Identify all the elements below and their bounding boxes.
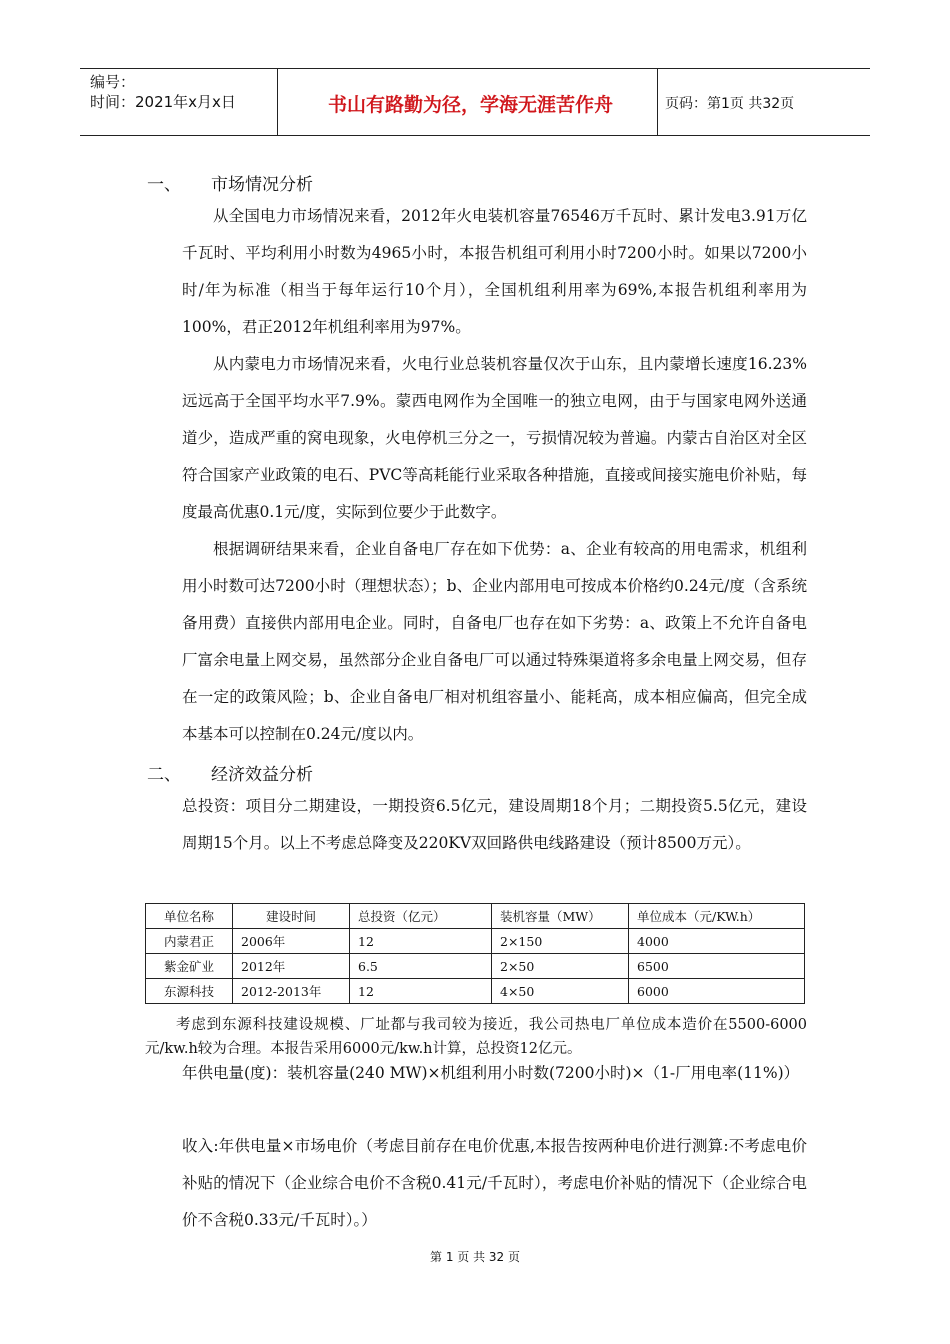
section-title: 市场情况分析 xyxy=(211,175,313,195)
header-page-number: 页码：第1页 共32页 xyxy=(665,96,795,112)
table-cell: 12 xyxy=(350,929,492,954)
table-cell: 2012-2013年 xyxy=(233,979,350,1004)
section-heading-1 xyxy=(147,170,313,195)
document-date: 时间：2021年x月x日 xyxy=(90,93,236,111)
header-bottom-rule xyxy=(80,135,870,136)
section-heading-2 xyxy=(147,760,313,785)
table-cell: 2006年 xyxy=(233,929,350,954)
header-top-rule xyxy=(80,68,870,69)
table-cell: 2012年 xyxy=(233,954,350,979)
table-header-cell: 建设时间 xyxy=(233,904,350,929)
page-footer: 第 1 页 共 32 页 xyxy=(430,1250,520,1264)
table-cell: 6.5 xyxy=(350,954,492,979)
paragraph-unit-cost-note: 考虑到东源科技建设规模、厂址都与我司较为接近，我公司热电厂单位成本造价在5500-6000元/kw.h较为合理。本报告采用6000元/kw.h计算，总投资12亿元。 xyxy=(145,1017,807,1057)
table-cell: 2×150 xyxy=(492,929,629,954)
table-cell: 紫金矿业 xyxy=(146,954,233,979)
table-cell: 6500 xyxy=(629,954,805,979)
table-header-cell: 装机容量（MW） xyxy=(492,904,629,929)
table-cell: 4×50 xyxy=(492,979,629,1004)
paragraph-total-investment: 总投资：项目分二期建设，一期投资6.5亿元，建设周期18个月；二期投资5.5亿元，建设周期15个月。以上不考虑总降变及220KV双回路供电线路建设（预计8500万元）。 xyxy=(182,797,807,852)
header-divider-left xyxy=(277,68,278,135)
table-cell: 2×50 xyxy=(492,954,629,979)
table-cell: 6000 xyxy=(629,979,805,1004)
paragraph-self-owned-plant: 根据调研结果来看，企业自备电厂存在如下优势：a、企业有较高的用电需求，机组利用小时数可达7200小时（理想状态）；b、企业内部用电可按成本价格约0.24元/度（含系统备用费）直接供内部用电企业。同时，自备电厂也存在如下劣势：a、政策上不允许自备电厂富余电量上网交易，虽然部分企业自备电厂可以通过特殊渠道将多余电量上网交易，但存在一定的政策风险；b、企业自备电厂相对机组容量小、能耗高，成本相应偏高，但完全成本基本可以控制在0.24元/度以内。 xyxy=(182,540,807,743)
table-cell: 内蒙君正 xyxy=(146,929,233,954)
table-cell: 12 xyxy=(350,979,492,1004)
section-number: 一、 xyxy=(147,175,181,195)
table-cell: 4000 xyxy=(629,929,805,954)
table-header-cell: 单位名称 xyxy=(146,904,233,929)
document-number-label: 编号： xyxy=(90,73,136,91)
comparison-table xyxy=(145,903,805,1004)
table-row xyxy=(146,954,805,979)
table-header-cell: 单位成本（元/KW.h） xyxy=(629,904,805,929)
header-motto: 书山有路勤为径，学海无涯苦作舟 xyxy=(327,94,613,116)
paragraph-national-market: 从全国电力市场情况来看，2012年火电装机容量76546万千瓦时、累计发电3.91万亿千瓦时、平均利用小时数为4965小时，本报告机组可利用小时7200小时。如果以7200小时/年为标准（相当于每年运行10个月），全国机组利用率为69%,本报告机组利率用为100%，君正2012年机组利率用为97%。 xyxy=(182,207,807,336)
section-number: 二、 xyxy=(147,765,181,785)
table-header-row xyxy=(146,904,805,929)
paragraph-income: 收入:年供电量×市场电价（考虑目前存在电价优惠,本报告按两种电价进行测算:不考虑电价补贴的情况下（企业综合电价不含税0.41元/千瓦时），考虑电价补贴的情况下（企业综合电价不含税0.33元/千瓦时）。） xyxy=(182,1137,807,1229)
paragraph-annual-supply: 年供电量(度)：装机容量(240 MW)×机组利用小时数(7200小时)×（1-厂用电率(11%)） xyxy=(182,1064,800,1082)
table-row xyxy=(146,929,805,954)
table-row xyxy=(146,979,805,1004)
paragraph-inner-mongolia-market: 从内蒙电力市场情况来看，火电行业总装机容量仅次于山东，且内蒙增长速度16.23%远远高于全国平均水平7.9%。蒙西电网作为全国唯一的独立电网，由于与国家电网外送通道少，造成严重的窝电现象，火电停机三分之一，亏损情况较为普遍。内蒙古自治区对全区符合国家产业政策的电石、PVC等高耗能行业采取各种措施，直接或间接实施电价补贴，每度最高优惠0.1元/度，实际到位要少于此数字。 xyxy=(182,355,807,521)
table-cell: 东源科技 xyxy=(146,979,233,1004)
section-title: 经济效益分析 xyxy=(211,765,313,785)
header-meta xyxy=(90,72,236,112)
table-header-cell: 总投资（亿元） xyxy=(350,904,492,929)
